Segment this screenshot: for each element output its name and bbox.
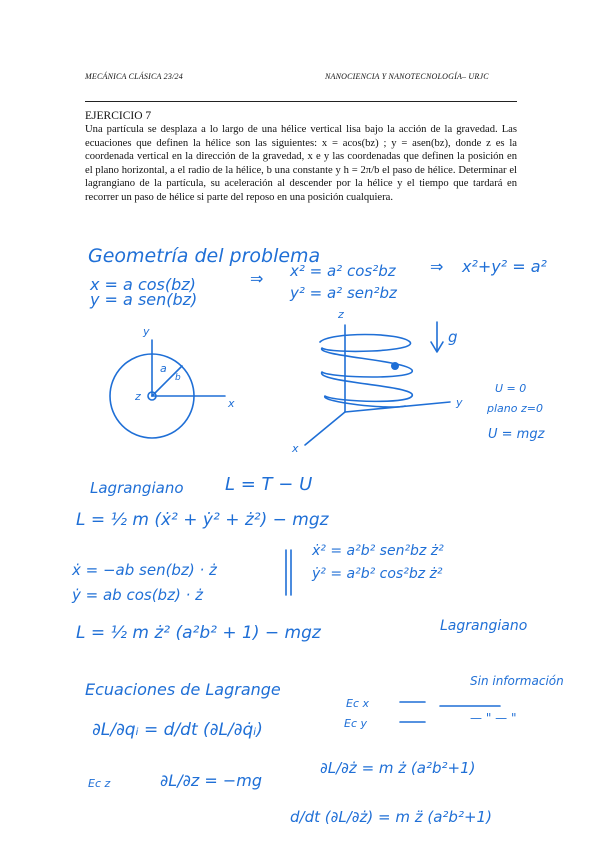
top-view-z-label: z xyxy=(135,390,141,403)
top-view-x-label: x xyxy=(228,397,235,410)
particle-dot xyxy=(391,362,399,370)
eq-y-label: Ec y xyxy=(344,717,368,730)
helix-x-label: x xyxy=(292,442,299,455)
geometry-title: Geometría del problema xyxy=(88,245,321,267)
implies-arrow-2: ⇒ xyxy=(430,257,444,276)
exercise-statement: Una partícula se desplaza a lo largo de una hélice vertical lisa bajo la acción de la gravedad. Las ecuaciones que definen la hélice son las siguientes: x = acos(bz) ; y = asen(bz), donde z es la coordenada vertical en la dirección de la gravedad, x e y las coordenadas que definen la posición en el plano horizontal, a el radio de la hélice, b una constante y h = 2π/b el paso de hélice. Determinar el lagrangiano de la partícula, su aceleración al descender por la hélice y el tiempo que tardará en recorrer un paso de hélice si parte del reposo en una posición cualquiera. xyxy=(85,124,517,203)
potential-energy: U = mgz xyxy=(488,427,545,442)
angle-label: b xyxy=(175,373,181,383)
radius-label: a xyxy=(160,362,167,375)
time-derivative-eq: d/dt (∂L/∂ż) = m z̈ (a²b²+1) xyxy=(290,808,492,826)
helix-curve xyxy=(320,335,412,408)
helix-eq-x: x = a cos(bz) xyxy=(90,275,196,294)
header-course: MECÁNICA CLÁSICA 23/24 xyxy=(85,72,183,81)
circle-equation: x²+y² = a² xyxy=(462,257,547,276)
no-information-note: Sin información xyxy=(470,674,564,688)
eq-z-label: Ec z xyxy=(88,777,111,790)
x-squared-eq: x² = a² cos²bz xyxy=(290,262,396,280)
y-dot-eq: ẏ = ab cos(bz) · ż xyxy=(72,586,203,604)
lagrangian-result: L = ½ m ż² (a²b² + 1) − mgz xyxy=(76,623,321,643)
euler-lagrange-eq: ∂L/∂qᵢ = d/dt (∂L/∂q̇ᵢ) xyxy=(92,720,263,740)
y-dot-squared: ẏ² = a²b² cos²bz ż² xyxy=(312,566,443,582)
gravity-label: g xyxy=(448,328,458,346)
helix-eq-y: y = a sen(bz) xyxy=(90,290,198,309)
x-dot-squared: ẋ² = a²b² sen²bz ż² xyxy=(312,543,444,559)
helix-z-label: z xyxy=(338,308,344,321)
euler-title: Ecuaciones de Lagrange xyxy=(85,680,281,699)
implies-arrow-1: ⇒ xyxy=(250,269,264,288)
top-view-y-label: y xyxy=(143,325,150,338)
potential-zero: U = 0 xyxy=(495,382,527,395)
lagrangian-title: Lagrangiano xyxy=(90,479,184,497)
x-dot-eq: ẋ = −ab sen(bz) · ż xyxy=(72,561,217,579)
helix-y-label: y xyxy=(456,396,463,409)
lagrangian-definition: L = T − U xyxy=(225,474,313,495)
exercise-title: EJERCICIO 7 xyxy=(85,110,152,122)
helix-x-axis xyxy=(305,412,345,445)
lagrangian-label: Lagrangiano xyxy=(440,618,528,634)
dL-dz: ∂L/∂z = −mg xyxy=(160,771,262,790)
eq-x-label: Ec x xyxy=(346,697,370,710)
dL-dzdot: ∂L/∂ż = m ż (a²b²+1) xyxy=(320,759,476,777)
y-squared-eq: y² = a² sen²bz xyxy=(290,284,397,302)
reference-plane: plano z=0 xyxy=(487,402,543,415)
ditto-marks: — " — " xyxy=(470,711,517,725)
lagrangian-full: L = ½ m (ẋ² + ẏ² + ż²) − mgz xyxy=(76,510,329,530)
header-program: NANOCIENCIA Y NANOTECNOLOGÍA– URJC xyxy=(325,72,489,81)
